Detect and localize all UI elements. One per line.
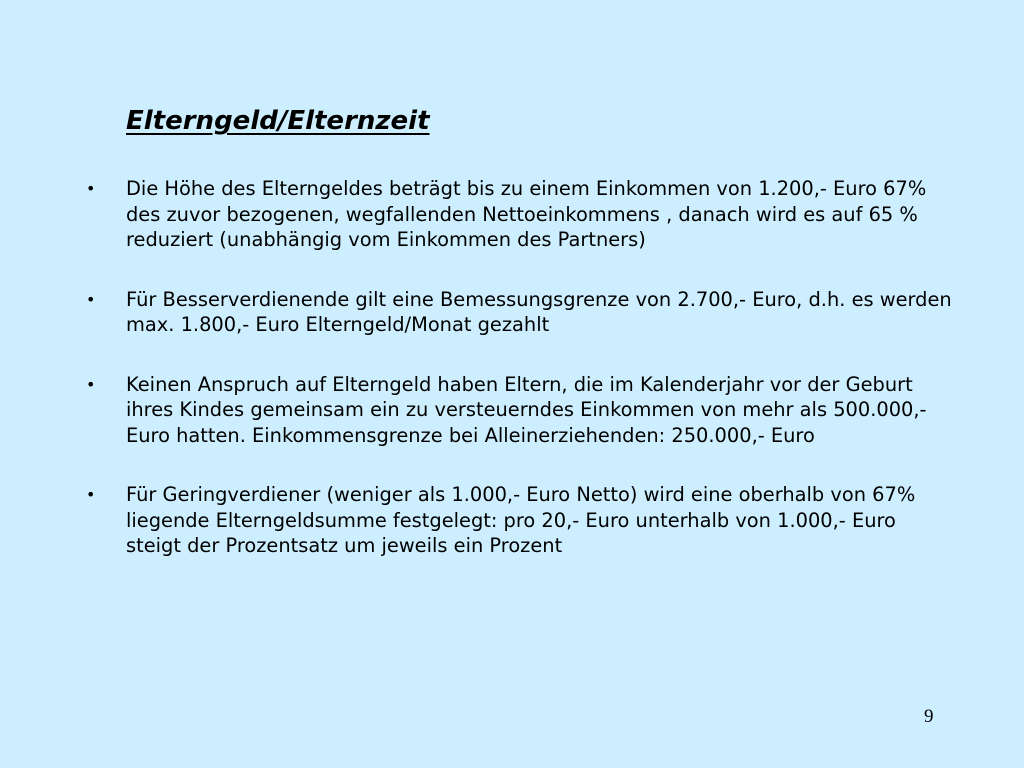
page-number: 9 bbox=[924, 706, 934, 727]
bullet-dot-icon: • bbox=[86, 289, 96, 309]
bullet-text: Keinen Anspruch auf Elterngeld haben Eltern, die im Kalenderjahr vor der Geburt ihres Kindes gemeinsam ein zu versteuerndes Einkommen von mehr als 500.000,- Euro hatten. Einkommensgrenze bei Alleinerziehenden: 250.000,- Euro bbox=[126, 372, 927, 447]
bullet-dot-icon: • bbox=[86, 485, 96, 504]
bullet-list bbox=[84, 176, 954, 593]
bullet-text: Für Besserverdienende gilt eine Bemessungsgrenze von 2.700,- Euro, d.h. es werden max. 1.800,- Euro Elterngeld/Monat gezahlt bbox=[126, 287, 952, 336]
bullet-item bbox=[84, 176, 954, 253]
bullet-dot-icon: • bbox=[86, 374, 96, 394]
bullet-text: Die Höhe des Elterngeldes beträgt bis zu einem Einkommen von 1.200,- Euro 67% des zuvor bezogenen, wegfallenden Nettoeinkommens , danach wird es auf 65 % reduziert (unabhängig vom Einkommen des Partners) bbox=[126, 177, 927, 251]
bullet-item bbox=[84, 372, 954, 449]
bullet-dot-icon: • bbox=[86, 179, 96, 198]
bullet-item bbox=[84, 287, 954, 338]
bullet-item bbox=[84, 482, 954, 559]
bullet-text: Für Geringverdiener (weniger als 1.000,- Euro Netto) wird eine oberhalb von 67% liegende Elterngeldsumme festgelegt: pro 20,- Euro unterhalb von 1.000,- Euro steigt der Prozentsatz um jeweils ein Prozent bbox=[126, 483, 916, 557]
slide-title: Elterngeld/Elternzeit bbox=[126, 106, 430, 136]
